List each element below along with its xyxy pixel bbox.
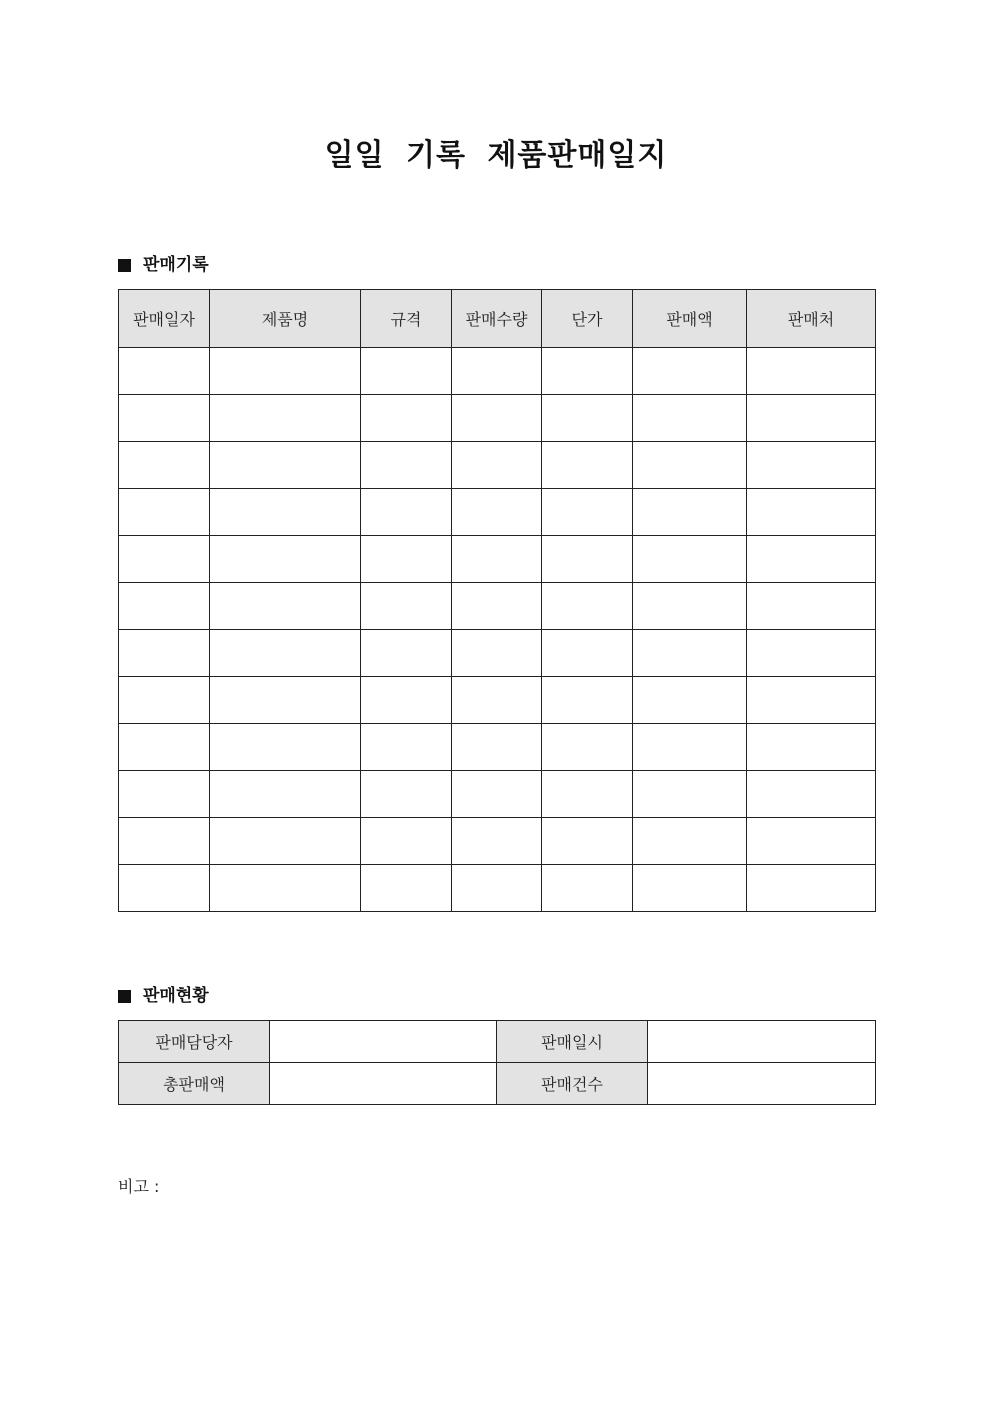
spec-cell[interactable]	[361, 395, 452, 442]
product-name-cell[interactable]	[210, 536, 361, 583]
unit-price-cell[interactable]	[542, 536, 633, 583]
sale-place-cell[interactable]	[747, 395, 876, 442]
sales-manager-label: 판매담당자	[119, 1021, 270, 1063]
sale-amount-cell[interactable]	[633, 442, 747, 489]
sales-status-table	[118, 1020, 876, 1105]
unit-price-cell[interactable]	[542, 348, 633, 395]
product-name-cell[interactable]	[210, 771, 361, 818]
quantity-cell[interactable]	[452, 489, 542, 536]
quantity-cell[interactable]	[452, 724, 542, 771]
remarks	[118, 1175, 159, 1199]
spec-cell[interactable]	[361, 724, 452, 771]
sale-place-cell[interactable]	[747, 583, 876, 630]
sale-date-cell[interactable]	[119, 630, 210, 677]
table-row	[119, 348, 876, 395]
table-row	[119, 724, 876, 771]
table-row	[119, 677, 876, 724]
quantity-cell[interactable]	[452, 583, 542, 630]
sale-datetime-label: 판매일시	[497, 1021, 648, 1063]
product-name-cell[interactable]	[210, 395, 361, 442]
sale-date-cell[interactable]	[119, 348, 210, 395]
table-row	[119, 1063, 876, 1105]
remarks-label: 비고 :	[118, 1177, 160, 1196]
product-name-cell[interactable]	[210, 865, 361, 912]
sale-amount-cell[interactable]	[633, 724, 747, 771]
column-header-unit-price: 단가	[542, 290, 633, 348]
product-name-cell[interactable]	[210, 677, 361, 724]
spec-cell[interactable]	[361, 630, 452, 677]
total-sales-field[interactable]	[270, 1063, 497, 1105]
column-header-sale-date: 판매일자	[119, 290, 210, 348]
column-header-product-name: 제품명	[210, 290, 361, 348]
sales-record-body	[119, 348, 876, 912]
sale-date-cell[interactable]	[119, 489, 210, 536]
sale-place-cell[interactable]	[747, 865, 876, 912]
table-row	[119, 442, 876, 489]
square-bullet-icon	[118, 990, 131, 1003]
column-header-sale-amount: 판매액	[633, 290, 747, 348]
sales-status-heading-label: 판매현황	[143, 986, 209, 1006]
table-row	[119, 771, 876, 818]
sale-amount-cell[interactable]	[633, 583, 747, 630]
sale-date-cell[interactable]	[119, 818, 210, 865]
spec-cell[interactable]	[361, 865, 452, 912]
sale-date-cell[interactable]	[119, 395, 210, 442]
sales-status-heading	[118, 984, 209, 1008]
spec-cell[interactable]	[361, 677, 452, 724]
table-row	[119, 489, 876, 536]
product-name-cell[interactable]	[210, 489, 361, 536]
sale-amount-cell[interactable]	[633, 865, 747, 912]
spec-cell[interactable]	[361, 771, 452, 818]
unit-price-cell[interactable]	[542, 677, 633, 724]
sale-amount-cell[interactable]	[633, 818, 747, 865]
unit-price-cell[interactable]	[542, 724, 633, 771]
table-row	[119, 818, 876, 865]
unit-price-cell[interactable]	[542, 771, 633, 818]
sale-date-cell[interactable]	[119, 536, 210, 583]
sale-date-cell[interactable]	[119, 442, 210, 489]
quantity-cell[interactable]	[452, 771, 542, 818]
sale-place-cell[interactable]	[747, 536, 876, 583]
quantity-cell[interactable]	[452, 818, 542, 865]
table-row	[119, 536, 876, 583]
sale-date-cell[interactable]	[119, 771, 210, 818]
table-row	[119, 865, 876, 912]
quantity-cell[interactable]	[452, 395, 542, 442]
sale-place-cell[interactable]	[747, 442, 876, 489]
product-name-cell[interactable]	[210, 583, 361, 630]
product-name-cell[interactable]	[210, 442, 361, 489]
quantity-cell[interactable]	[452, 630, 542, 677]
unit-price-cell[interactable]	[542, 630, 633, 677]
table-row	[119, 395, 876, 442]
spec-cell[interactable]	[361, 536, 452, 583]
product-name-cell[interactable]	[210, 724, 361, 771]
unit-price-cell[interactable]	[542, 489, 633, 536]
sale-amount-cell[interactable]	[633, 395, 747, 442]
quantity-cell[interactable]	[452, 865, 542, 912]
column-header-quantity: 판매수량	[452, 290, 542, 348]
spec-cell[interactable]	[361, 442, 452, 489]
sale-amount-cell[interactable]	[633, 536, 747, 583]
quantity-cell[interactable]	[452, 536, 542, 583]
sale-place-cell[interactable]	[747, 771, 876, 818]
spec-cell[interactable]	[361, 583, 452, 630]
quantity-cell[interactable]	[452, 348, 542, 395]
spec-cell[interactable]	[361, 818, 452, 865]
table-row	[119, 583, 876, 630]
spec-cell[interactable]	[361, 489, 452, 536]
sale-count-field[interactable]	[648, 1063, 876, 1105]
sale-place-cell[interactable]	[747, 677, 876, 724]
square-bullet-icon	[118, 259, 131, 272]
sales-record-heading	[118, 253, 209, 277]
unit-price-cell[interactable]	[542, 865, 633, 912]
unit-price-cell[interactable]	[542, 442, 633, 489]
sale-date-cell[interactable]	[119, 865, 210, 912]
sales-record-table	[118, 289, 876, 912]
sale-amount-cell[interactable]	[633, 489, 747, 536]
unit-price-cell[interactable]	[542, 818, 633, 865]
total-sales-label: 총판매액	[119, 1063, 270, 1105]
product-name-cell[interactable]	[210, 818, 361, 865]
unit-price-cell[interactable]	[542, 395, 633, 442]
sale-amount-cell[interactable]	[633, 348, 747, 395]
product-name-cell[interactable]	[210, 348, 361, 395]
column-header-spec: 규격	[361, 290, 452, 348]
spec-cell[interactable]	[361, 348, 452, 395]
sale-place-cell[interactable]	[747, 348, 876, 395]
sale-amount-cell[interactable]	[633, 630, 747, 677]
sale-place-cell[interactable]	[747, 489, 876, 536]
table-row	[119, 1021, 876, 1063]
sales-manager-field[interactable]	[270, 1021, 497, 1063]
unit-price-cell[interactable]	[542, 583, 633, 630]
column-header-sale-place: 판매처	[747, 290, 876, 348]
page-title: 일일 기록 제품판매일지	[324, 138, 668, 173]
sales-record-header-row	[119, 290, 876, 348]
sale-place-cell[interactable]	[747, 724, 876, 771]
sale-date-cell[interactable]	[119, 583, 210, 630]
sale-datetime-field[interactable]	[648, 1021, 876, 1063]
sale-date-cell[interactable]	[119, 724, 210, 771]
table-row	[119, 630, 876, 677]
product-name-cell[interactable]	[210, 630, 361, 677]
sale-amount-cell[interactable]	[633, 771, 747, 818]
sale-place-cell[interactable]	[747, 630, 876, 677]
sale-amount-cell[interactable]	[633, 677, 747, 724]
sale-place-cell[interactable]	[747, 818, 876, 865]
quantity-cell[interactable]	[452, 677, 542, 724]
sale-date-cell[interactable]	[119, 677, 210, 724]
sales-record-heading-label: 판매기록	[143, 255, 209, 275]
sale-count-label: 판매건수	[497, 1063, 648, 1105]
quantity-cell[interactable]	[452, 442, 542, 489]
